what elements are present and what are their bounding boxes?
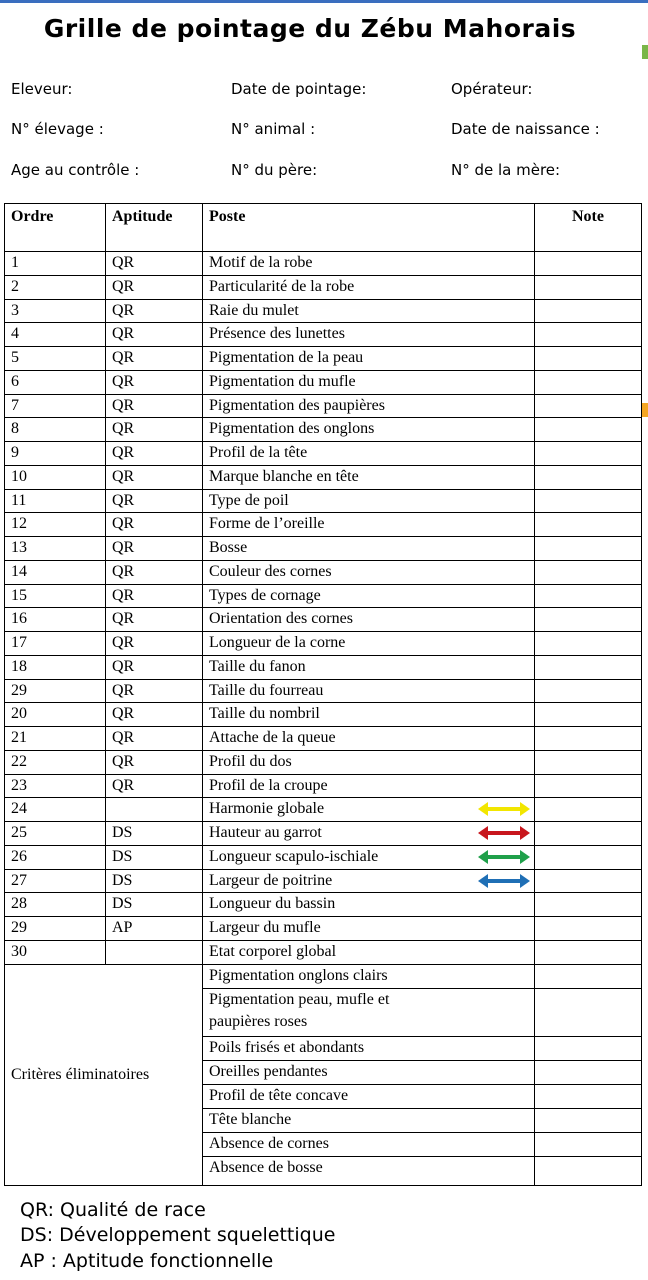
row-aptitude: DS xyxy=(105,892,203,917)
row-ordre: 29 xyxy=(4,679,106,704)
row-aptitude: QR xyxy=(105,774,203,799)
scoring-table xyxy=(4,203,641,1191)
eliminatory-poste: Tête blanche xyxy=(202,1108,535,1133)
row-aptitude: QR xyxy=(105,346,203,371)
row-note-cell[interactable] xyxy=(534,584,642,609)
row-ordre: 6 xyxy=(4,370,106,395)
row-aptitude: QR xyxy=(105,702,203,727)
field-no-mere: N° de la mère: xyxy=(451,161,561,179)
double-arrow-icon xyxy=(478,850,530,864)
row-poste: Hauteur au garrot xyxy=(202,821,535,846)
row-ordre: 25 xyxy=(4,821,106,846)
row-note-cell[interactable] xyxy=(534,702,642,727)
row-ordre: 3 xyxy=(4,299,106,324)
field-no-animal: N° animal : xyxy=(231,120,316,138)
row-note-cell[interactable] xyxy=(534,869,642,894)
row-poste: Taille du fourreau xyxy=(202,679,535,704)
row-aptitude: QR xyxy=(105,299,203,324)
row-note-cell[interactable] xyxy=(534,417,642,442)
row-poste: Taille du fanon xyxy=(202,655,535,680)
row-ordre: 10 xyxy=(4,465,106,490)
row-poste: Raie du mulet xyxy=(202,299,535,324)
row-note-cell[interactable] xyxy=(534,607,642,632)
row-aptitude: QR xyxy=(105,607,203,632)
row-aptitude: AP xyxy=(105,916,203,941)
eliminatory-poste xyxy=(202,988,535,1037)
field-no-elevage: N° élevage : xyxy=(11,120,104,138)
row-poste: Longueur du bassin xyxy=(202,892,535,917)
row-ordre: 26 xyxy=(4,845,106,870)
legend-ds: DS: Développement squelettique xyxy=(20,1224,336,1246)
row-aptitude: QR xyxy=(105,655,203,680)
row-poste: Attache de la queue xyxy=(202,726,535,751)
row-note-cell[interactable] xyxy=(534,774,642,799)
row-ordre: 16 xyxy=(4,607,106,632)
row-ordre: 8 xyxy=(4,417,106,442)
row-note-cell[interactable] xyxy=(534,726,642,751)
row-ordre: 18 xyxy=(4,655,106,680)
eliminatory-criteria-label: Critères éliminatoires xyxy=(4,964,203,1186)
row-poste: Taille du nombril xyxy=(202,702,535,727)
row-note-cell[interactable] xyxy=(534,845,642,870)
row-note-cell[interactable] xyxy=(534,512,642,537)
eliminatory-note-cell[interactable] xyxy=(534,1132,642,1157)
row-aptitude: QR xyxy=(105,465,203,490)
row-poste: Largeur du mufle xyxy=(202,916,535,941)
row-aptitude: QR xyxy=(105,489,203,514)
row-note-cell[interactable] xyxy=(534,489,642,514)
row-poste: Forme de l’oreille xyxy=(202,512,535,537)
eliminatory-poste-line: paupières roses xyxy=(209,1012,308,1030)
eliminatory-poste: Pigmentation onglons clairs xyxy=(202,964,535,989)
eliminatory-poste: Profil de tête concave xyxy=(202,1084,535,1109)
field-eleveur: Eleveur: xyxy=(11,80,73,98)
row-note-cell[interactable] xyxy=(534,821,642,846)
eliminatory-poste-line: Pigmentation peau, mufle et xyxy=(209,990,390,1008)
row-note-cell[interactable] xyxy=(534,536,642,561)
row-ordre: 11 xyxy=(4,489,106,514)
row-ordre: 20 xyxy=(4,702,106,727)
row-ordre: 15 xyxy=(4,584,106,609)
row-aptitude: QR xyxy=(105,584,203,609)
row-aptitude: QR xyxy=(105,417,203,442)
row-poste: Types de cornage xyxy=(202,584,535,609)
row-ordre: 1 xyxy=(4,251,106,276)
row-poste: Marque blanche en tête xyxy=(202,465,535,490)
row-note-cell[interactable] xyxy=(534,441,642,466)
row-aptitude xyxy=(105,797,203,822)
row-note-cell[interactable] xyxy=(534,465,642,490)
row-note-cell[interactable] xyxy=(534,750,642,775)
row-aptitude: QR xyxy=(105,726,203,751)
row-aptitude xyxy=(105,940,203,965)
row-aptitude: QR xyxy=(105,441,203,466)
row-poste: Pigmentation du mufle xyxy=(202,370,535,395)
field-date-pointage: Date de pointage: xyxy=(231,80,367,98)
row-aptitude: DS xyxy=(105,845,203,870)
legend-qr: QR: Qualité de race xyxy=(20,1199,206,1221)
col-header-note: Note xyxy=(534,203,642,252)
row-poste: Longueur de la corne xyxy=(202,631,535,656)
row-aptitude: QR xyxy=(105,322,203,347)
eliminatory-note-cell[interactable] xyxy=(534,1084,642,1109)
row-poste: Etat corporel global xyxy=(202,940,535,965)
row-note-cell[interactable] xyxy=(534,275,642,300)
row-poste: Présence des lunettes xyxy=(202,322,535,347)
row-aptitude: QR xyxy=(105,275,203,300)
row-aptitude: QR xyxy=(105,370,203,395)
row-ordre: 4 xyxy=(4,322,106,347)
double-arrow-icon xyxy=(478,826,530,840)
row-ordre: 29 xyxy=(4,916,106,941)
row-note-cell[interactable] xyxy=(534,560,642,585)
edge-decoration-orange xyxy=(642,403,648,417)
field-no-pere: N° du père: xyxy=(231,161,318,179)
row-poste: Motif de la robe xyxy=(202,251,535,276)
row-note-cell[interactable] xyxy=(534,370,642,395)
row-ordre: 12 xyxy=(4,512,106,537)
row-ordre: 9 xyxy=(4,441,106,466)
row-aptitude: QR xyxy=(105,394,203,419)
row-poste: Pigmentation des paupières xyxy=(202,394,535,419)
row-poste: Orientation des cornes xyxy=(202,607,535,632)
row-poste: Longueur scapulo-ischiale xyxy=(202,845,535,870)
row-ordre: 5 xyxy=(4,346,106,371)
field-operateur: Opérateur: xyxy=(451,80,533,98)
row-poste: Profil de la croupe xyxy=(202,774,535,799)
row-note-cell[interactable] xyxy=(534,940,642,965)
col-header-ordre: Ordre xyxy=(4,203,106,252)
top-accent-line xyxy=(0,0,648,3)
row-note-cell[interactable] xyxy=(534,916,642,941)
row-ordre: 30 xyxy=(4,940,106,965)
eliminatory-note-cell[interactable] xyxy=(534,1036,642,1061)
row-aptitude: QR xyxy=(105,679,203,704)
row-note-cell[interactable] xyxy=(534,892,642,917)
row-aptitude: DS xyxy=(105,821,203,846)
row-note-cell[interactable] xyxy=(534,346,642,371)
col-header-aptitude: Aptitude xyxy=(105,203,203,252)
row-poste: Profil de la tête xyxy=(202,441,535,466)
row-ordre: 22 xyxy=(4,750,106,775)
legend-ap: AP : Aptitude fonctionnelle xyxy=(20,1250,274,1272)
row-note-cell[interactable] xyxy=(534,299,642,324)
row-ordre: 28 xyxy=(4,892,106,917)
row-ordre: 13 xyxy=(4,536,106,561)
row-note-cell[interactable] xyxy=(534,631,642,656)
row-note-cell[interactable] xyxy=(534,251,642,276)
eliminatory-note-cell[interactable] xyxy=(534,1060,642,1085)
row-note-cell[interactable] xyxy=(534,322,642,347)
col-header-poste: Poste xyxy=(202,203,535,252)
edge-decoration-green xyxy=(642,45,648,59)
row-poste: Largeur de poitrine xyxy=(202,869,535,894)
row-ordre: 7 xyxy=(4,394,106,419)
row-aptitude: DS xyxy=(105,869,203,894)
row-poste: Pigmentation de la peau xyxy=(202,346,535,371)
row-ordre: 24 xyxy=(4,797,106,822)
row-poste: Couleur des cornes xyxy=(202,560,535,585)
row-aptitude: QR xyxy=(105,251,203,276)
eliminatory-poste: Poils frisés et abondants xyxy=(202,1036,535,1061)
eliminatory-note-cell[interactable] xyxy=(534,1156,642,1186)
eliminatory-note-cell[interactable] xyxy=(534,964,642,989)
double-arrow-icon xyxy=(478,874,530,888)
row-ordre: 21 xyxy=(4,726,106,751)
row-note-cell[interactable] xyxy=(534,679,642,704)
eliminatory-poste: Oreilles pendantes xyxy=(202,1060,535,1085)
row-note-cell[interactable] xyxy=(534,655,642,680)
row-note-cell[interactable] xyxy=(534,797,642,822)
row-ordre: 2 xyxy=(4,275,106,300)
row-aptitude: QR xyxy=(105,560,203,585)
row-ordre: 17 xyxy=(4,631,106,656)
row-poste: Profil du dos xyxy=(202,750,535,775)
row-poste: Particularité de la robe xyxy=(202,275,535,300)
row-note-cell[interactable] xyxy=(534,394,642,419)
row-aptitude: QR xyxy=(105,631,203,656)
row-ordre: 14 xyxy=(4,560,106,585)
double-arrow-icon xyxy=(478,802,530,816)
row-aptitude: QR xyxy=(105,750,203,775)
eliminatory-note-cell[interactable] xyxy=(534,1108,642,1133)
row-ordre: 27 xyxy=(4,869,106,894)
row-poste: Bosse xyxy=(202,536,535,561)
eliminatory-poste: Absence de cornes xyxy=(202,1132,535,1157)
field-date-naissance: Date de naissance : xyxy=(451,120,600,138)
row-poste: Harmonie globale xyxy=(202,797,535,822)
row-poste: Pigmentation des onglons xyxy=(202,417,535,442)
field-age-controle: Age au contrôle : xyxy=(11,161,140,179)
eliminatory-poste: Absence de bosse xyxy=(202,1156,535,1186)
row-ordre: 23 xyxy=(4,774,106,799)
row-aptitude: QR xyxy=(105,512,203,537)
page-title: Grille de pointage du Zébu Mahorais xyxy=(43,14,577,43)
eliminatory-note-cell[interactable] xyxy=(534,988,642,1037)
row-aptitude: QR xyxy=(105,536,203,561)
row-poste: Type de poil xyxy=(202,489,535,514)
